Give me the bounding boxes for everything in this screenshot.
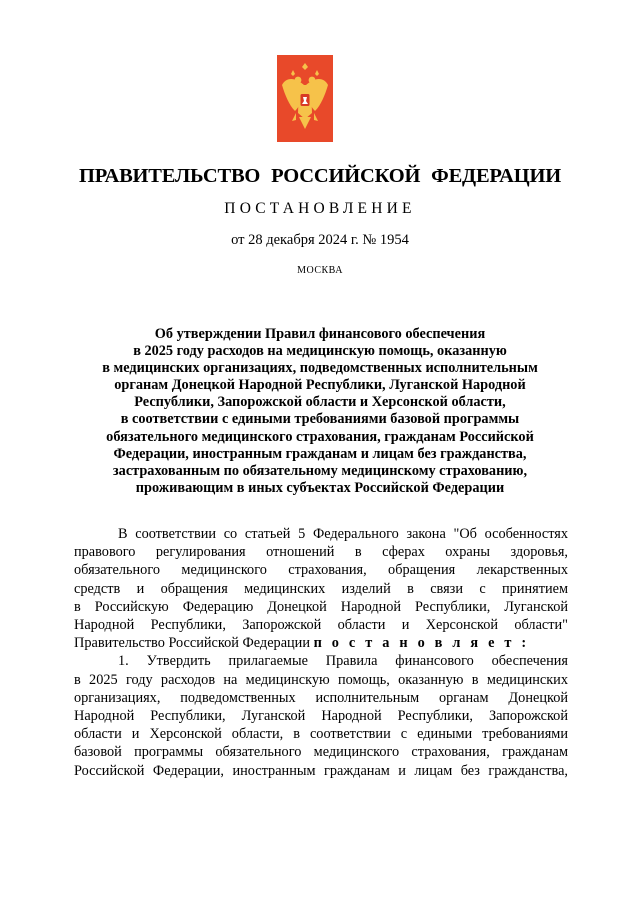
body-line: в 2025 году расходов на медицинскую помощь, оказанную в медицинских — [74, 671, 568, 688]
heading-line: в соответствии с едиными требованиями базовой программы — [120, 411, 520, 428]
heading-line: органам Донецкой Народной Республики, Луганской Народной — [114, 377, 526, 394]
heading-line: в медицинских организациях, подведомственных исполнительным — [102, 360, 538, 377]
body-line: в Российскую Федерацию Донецкой Народной Республики, Луганской — [74, 598, 568, 615]
body-line: организациях, подведомственных исполнительным органам Донецкой — [74, 689, 568, 706]
document-type: ПОСТАНОВЛЕНИЕ — [224, 200, 416, 217]
heading-line: Республики, Запорожской области и Херсонской области, — [134, 394, 506, 411]
heading-line: Федерации, иностранным гражданам и лицам без гражданства, — [113, 445, 527, 462]
body-line: базовой программы обязательного медицинского страхования, гражданам — [74, 744, 568, 761]
body-line: Российской Федерации, иностранным гражданам и лицам без гражданства, — [74, 762, 568, 779]
heading-line: обязательного медицинского страхования, гражданам Российской — [106, 428, 534, 445]
body-line: правового регулирования отношений в сферах охраны здоровья, — [74, 544, 568, 561]
heading-line: Об утверждении Правил финансового обеспечения — [154, 326, 486, 342]
document-body — [74, 525, 568, 780]
heading-line: проживающим в иных субъектах Российской Федерации — [135, 479, 505, 496]
body-line: обязательного медицинского страхования, обращения лекарственных — [74, 562, 568, 579]
body-line: В соответствии со статьей 5 Федерального закона "Об особенностях — [118, 526, 568, 542]
body-line: Народной Республики, Луганской Народной Республики, Запорожской — [74, 708, 568, 725]
document-city: МОСКВА — [297, 265, 343, 276]
body-line: области и Херсонской области, в соответствии с едиными требованиями — [74, 726, 568, 743]
body-line: 1. Утвердить прилагаемые Правила финансового обеспечения — [118, 653, 568, 670]
body-line: средств и обращения медицинских изделий в связи с принятием — [74, 580, 568, 597]
decree-word: п о с т а н о в л я е т : — [313, 635, 530, 652]
body-line-text: Правительство Российской Федерации — [74, 635, 310, 652]
body-line: Народной Республики, Запорожской области и Херсонской области" — [74, 617, 568, 634]
document-date-number: от 28 декабря 2024 г. № 1954 — [231, 232, 409, 248]
document-heading — [60, 326, 580, 497]
coat-of-arms-icon — [277, 55, 333, 142]
body-line — [74, 634, 568, 652]
heading-line: в 2025 году расходов на медицинскую помощь, оказанную — [133, 343, 507, 360]
government-title: ПРАВИТЕЛЬСТВО РОССИЙСКОЙ ФЕДЕРАЦИИ — [79, 165, 561, 187]
heading-line: застрахованным по обязательному медицинскому страхованию, — [112, 462, 528, 479]
